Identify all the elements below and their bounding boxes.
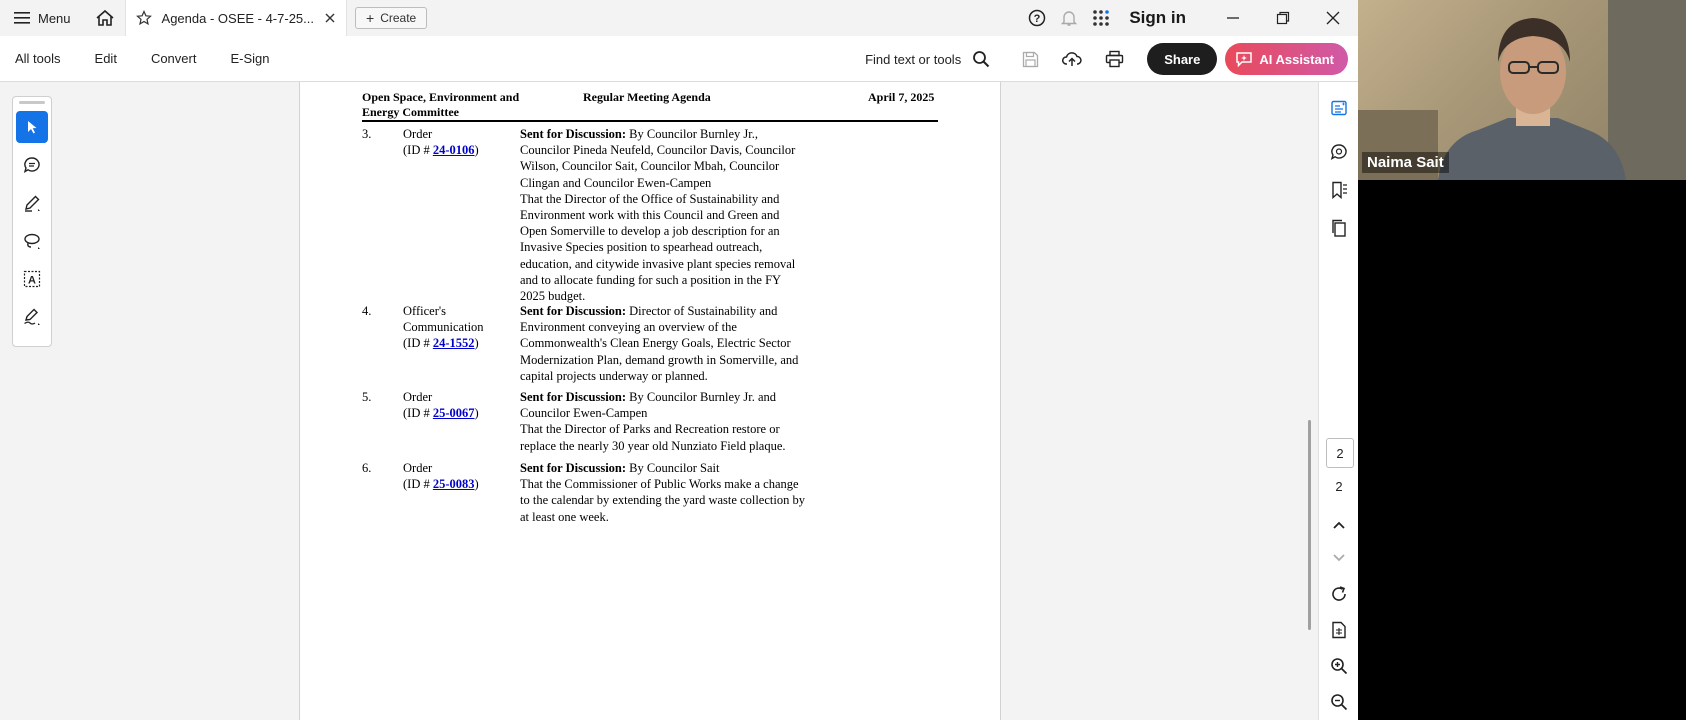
item-text: Modernization Plan, demand growth in Somerville, and bbox=[520, 352, 799, 367]
convert-button[interactable]: Convert bbox=[150, 51, 197, 66]
star-icon[interactable] bbox=[136, 10, 152, 26]
main-toolbar bbox=[0, 36, 1358, 82]
ai-summary-button[interactable] bbox=[1319, 92, 1358, 124]
item-description-line bbox=[520, 476, 840, 492]
item-type-line: Communication bbox=[403, 320, 484, 335]
item-text: Councilor Ewen-Campen bbox=[520, 406, 648, 421]
item-description-line bbox=[520, 142, 840, 158]
apps-grid-icon bbox=[1092, 9, 1110, 27]
print-button[interactable] bbox=[1093, 36, 1135, 82]
item-status-label: Sent for Discussion: bbox=[520, 390, 627, 404]
item-text: That the Director of Parks and Recreation restore or bbox=[520, 422, 780, 437]
item-id-link[interactable]: 25-0083 bbox=[432, 477, 475, 492]
cloud-upload-icon bbox=[1062, 50, 1082, 68]
item-description-line bbox=[520, 438, 840, 454]
plus-icon: + bbox=[366, 10, 375, 26]
participant-name: Naima Sait bbox=[1362, 152, 1449, 173]
ai-assistant-button[interactable] bbox=[1225, 43, 1348, 75]
item-id-link[interactable]: 24-0106 bbox=[432, 143, 475, 158]
item-text: Wilson, Councilor Sait, Councilor Mbah, Councilor bbox=[520, 159, 780, 174]
item-status-label: Sent for Discussion: bbox=[520, 461, 627, 475]
item-id-link[interactable]: 24-1552 bbox=[432, 336, 475, 351]
close-window-button[interactable] bbox=[1308, 0, 1358, 36]
item-status-label: Sent for Discussion: bbox=[520, 304, 627, 318]
item-description bbox=[520, 389, 840, 454]
item-id-suffix: ) bbox=[474, 143, 479, 158]
item-text: Councilor Pineda Neufeld, Councilor Davis, Councilor bbox=[520, 143, 796, 158]
item-description-line bbox=[520, 335, 840, 351]
create-label: Create bbox=[380, 11, 417, 25]
restore-icon bbox=[1276, 11, 1290, 25]
page-fit-icon bbox=[1330, 621, 1348, 639]
text-tool-button[interactable] bbox=[16, 263, 48, 295]
item-id-prefix: (ID # bbox=[403, 143, 433, 158]
item-description-line bbox=[520, 368, 840, 384]
item-id-line bbox=[403, 476, 513, 492]
save-icon bbox=[1022, 51, 1039, 68]
comments-panel-button[interactable] bbox=[1319, 136, 1358, 168]
signature-pen-icon bbox=[23, 308, 41, 326]
item-type-line: Officer's bbox=[403, 304, 446, 318]
zoom-out-button[interactable] bbox=[1319, 686, 1358, 718]
title-bar bbox=[0, 0, 1358, 36]
close-tab-icon[interactable] bbox=[324, 12, 336, 24]
item-id-link[interactable]: 25-0067 bbox=[432, 406, 475, 421]
find-text-button[interactable]: Find text or tools bbox=[865, 51, 962, 67]
item-description-line bbox=[520, 256, 840, 272]
item-id-prefix: (ID # bbox=[403, 406, 433, 421]
item-description-line bbox=[520, 389, 840, 405]
hamburger-icon bbox=[14, 11, 30, 25]
ai-assistant-icon bbox=[1235, 51, 1253, 67]
pdf-page bbox=[299, 82, 1001, 720]
notifications-button[interactable] bbox=[1053, 0, 1085, 36]
generative-summary-icon bbox=[1330, 99, 1348, 117]
item-number: 5. bbox=[362, 390, 372, 404]
menu-label: Menu bbox=[38, 10, 71, 26]
item-type-line: Order bbox=[403, 127, 433, 141]
item-text: Invasive Species position to spearhead outreach, bbox=[520, 240, 763, 255]
item-number: 4. bbox=[362, 304, 372, 318]
item-id-line bbox=[403, 405, 513, 421]
item-status-label: Sent for Discussion: bbox=[520, 127, 627, 141]
item-id-line bbox=[403, 335, 513, 351]
help-icon bbox=[1028, 9, 1046, 27]
item-number: 3. bbox=[362, 127, 372, 141]
bookmark-icon bbox=[1330, 181, 1348, 199]
help-button[interactable] bbox=[1021, 0, 1053, 36]
item-description-line bbox=[520, 405, 840, 421]
tab-title: Agenda - OSEE - 4-7-25... bbox=[161, 10, 314, 26]
item-description-line bbox=[520, 158, 840, 174]
item-text: Environment conveying an overview of the bbox=[520, 320, 737, 335]
document-tab[interactable] bbox=[125, 0, 347, 36]
item-type bbox=[403, 126, 513, 158]
item-description-line bbox=[520, 303, 840, 319]
item-description bbox=[520, 126, 840, 304]
item-description-line bbox=[520, 126, 840, 142]
svg-text:?: ? bbox=[1033, 13, 1041, 25]
item-id-suffix: ) bbox=[474, 477, 479, 492]
item-type-line: Order bbox=[403, 461, 433, 475]
item-text: By Councilor Burnley Jr., bbox=[626, 127, 758, 141]
total-pages: 2 bbox=[1335, 479, 1343, 494]
item-text: at least one week. bbox=[520, 509, 609, 524]
item-text: 2025 budget. bbox=[520, 289, 586, 304]
item-text: Environment work with this Council and Green and bbox=[520, 208, 780, 223]
item-id-prefix: (ID # bbox=[403, 336, 433, 351]
vertical-scrollbar[interactable] bbox=[1308, 420, 1311, 630]
all-tools-button[interactable]: All tools bbox=[15, 51, 61, 66]
copy-pages-icon bbox=[1330, 219, 1348, 237]
menu-button[interactable] bbox=[0, 0, 85, 36]
item-id-suffix: ) bbox=[474, 336, 479, 351]
edit-button[interactable]: Edit bbox=[94, 51, 117, 66]
ai-assistant-label: AI Assistant bbox=[1259, 51, 1334, 67]
pencil-icon bbox=[23, 194, 41, 212]
next-page-button[interactable] bbox=[1319, 542, 1358, 574]
page-fit-button[interactable] bbox=[1319, 614, 1358, 646]
item-text: That the Commissioner of Public Works make a change bbox=[520, 477, 799, 492]
item-description-line bbox=[520, 352, 840, 368]
item-text: capital projects underway or planned. bbox=[520, 368, 708, 383]
item-description-line bbox=[520, 492, 840, 508]
header-committee: Open Space, Environment and Energy Committee bbox=[362, 90, 520, 119]
document-viewport[interactable] bbox=[0, 82, 1310, 720]
highlight-tool-button[interactable] bbox=[16, 187, 48, 219]
apps-button[interactable] bbox=[1085, 0, 1117, 36]
sign-in-button[interactable]: Sign in bbox=[1129, 8, 1186, 27]
item-text: By Councilor Sait bbox=[626, 461, 720, 475]
draw-tool-button[interactable] bbox=[16, 225, 48, 257]
zoom-out-icon bbox=[1330, 693, 1348, 711]
item-text: Commonwealth's Clean Energy Goals, Electric Sector bbox=[520, 336, 791, 351]
sign-tool-button[interactable] bbox=[16, 301, 48, 333]
participant-video bbox=[1358, 0, 1686, 180]
chevron-up-icon bbox=[1332, 520, 1346, 530]
item-text: By Councilor Burnley Jr. and bbox=[626, 390, 777, 404]
comments-icon bbox=[1330, 143, 1348, 161]
item-text: replace the nearly 30 year old Nunziato Field plaque. bbox=[520, 438, 786, 453]
item-description bbox=[520, 460, 840, 525]
item-description bbox=[520, 303, 840, 384]
item-description-line bbox=[520, 421, 840, 437]
rotate-button[interactable] bbox=[1319, 578, 1358, 610]
item-type-line: Order bbox=[403, 390, 433, 404]
item-description-line bbox=[520, 288, 840, 304]
print-icon bbox=[1105, 50, 1124, 68]
item-text: education, and citywide invasive plant species removal bbox=[520, 256, 796, 271]
cursor-arrow-icon bbox=[24, 119, 40, 135]
header-meeting-type: Regular Meeting Agenda bbox=[583, 90, 711, 104]
zoom-in-icon bbox=[1330, 657, 1348, 675]
header-rule bbox=[362, 120, 938, 122]
thumbnails-panel-button[interactable] bbox=[1319, 212, 1358, 244]
item-text: Director of Sustainability and bbox=[626, 304, 778, 318]
item-type bbox=[403, 460, 513, 492]
minimize-icon bbox=[1226, 11, 1240, 25]
item-description-line bbox=[520, 272, 840, 288]
upload-button[interactable] bbox=[1051, 36, 1093, 82]
item-type bbox=[403, 303, 513, 352]
item-number: 6. bbox=[362, 461, 372, 475]
panel-drag-handle[interactable] bbox=[19, 101, 45, 104]
refresh-icon bbox=[1330, 585, 1348, 603]
item-text: Open Somerville to develop a job description for an bbox=[520, 224, 780, 239]
item-description-line bbox=[520, 319, 840, 335]
home-button[interactable] bbox=[85, 0, 125, 36]
item-description-line bbox=[520, 223, 840, 239]
item-id-prefix: (ID # bbox=[403, 477, 433, 492]
item-description-line bbox=[520, 207, 840, 223]
close-icon bbox=[1326, 11, 1340, 25]
item-description-line bbox=[520, 175, 840, 191]
create-button[interactable] bbox=[355, 7, 427, 29]
comment-tool-button[interactable] bbox=[16, 149, 48, 181]
previous-page-button[interactable] bbox=[1319, 509, 1358, 541]
header-date: April 7, 2025 bbox=[868, 90, 935, 104]
item-text: and to allocate funding for such a position in the FY bbox=[520, 272, 782, 287]
item-text: Clingan and Councilor Ewen-Campen bbox=[520, 175, 712, 190]
search-icon bbox=[972, 50, 990, 68]
bell-icon bbox=[1061, 9, 1077, 27]
item-text: to the calendar by extending the yard waste collection by bbox=[520, 493, 805, 508]
home-icon bbox=[95, 9, 115, 27]
text-box-icon bbox=[23, 270, 41, 288]
item-description-line bbox=[520, 460, 840, 476]
lasso-icon bbox=[23, 232, 41, 250]
share-button[interactable]: Share bbox=[1147, 43, 1217, 75]
item-description-line bbox=[520, 191, 840, 207]
current-page-input[interactable]: 2 bbox=[1326, 438, 1354, 468]
search-button[interactable] bbox=[967, 36, 995, 82]
item-text: That the Director of the Office of Sustainability and bbox=[520, 191, 780, 206]
item-id-suffix: ) bbox=[474, 406, 479, 421]
esign-button[interactable]: E-Sign bbox=[230, 51, 270, 66]
item-id-line bbox=[403, 142, 513, 158]
select-tool-button[interactable] bbox=[16, 111, 48, 143]
comment-icon bbox=[23, 156, 41, 174]
video-background bbox=[1358, 180, 1686, 720]
item-description-line bbox=[520, 239, 840, 255]
item-description-line bbox=[520, 509, 840, 525]
restore-button[interactable] bbox=[1258, 0, 1308, 36]
bookmarks-panel-button[interactable] bbox=[1319, 174, 1358, 206]
item-type bbox=[403, 389, 513, 421]
zoom-in-button[interactable] bbox=[1319, 650, 1358, 682]
quick-tools-panel bbox=[12, 96, 52, 347]
save-button[interactable] bbox=[1009, 36, 1051, 82]
svg-text:A: A bbox=[28, 274, 36, 287]
minimize-button[interactable] bbox=[1208, 0, 1258, 36]
chevron-down-icon bbox=[1332, 553, 1346, 563]
right-sidebar bbox=[1318, 82, 1358, 720]
